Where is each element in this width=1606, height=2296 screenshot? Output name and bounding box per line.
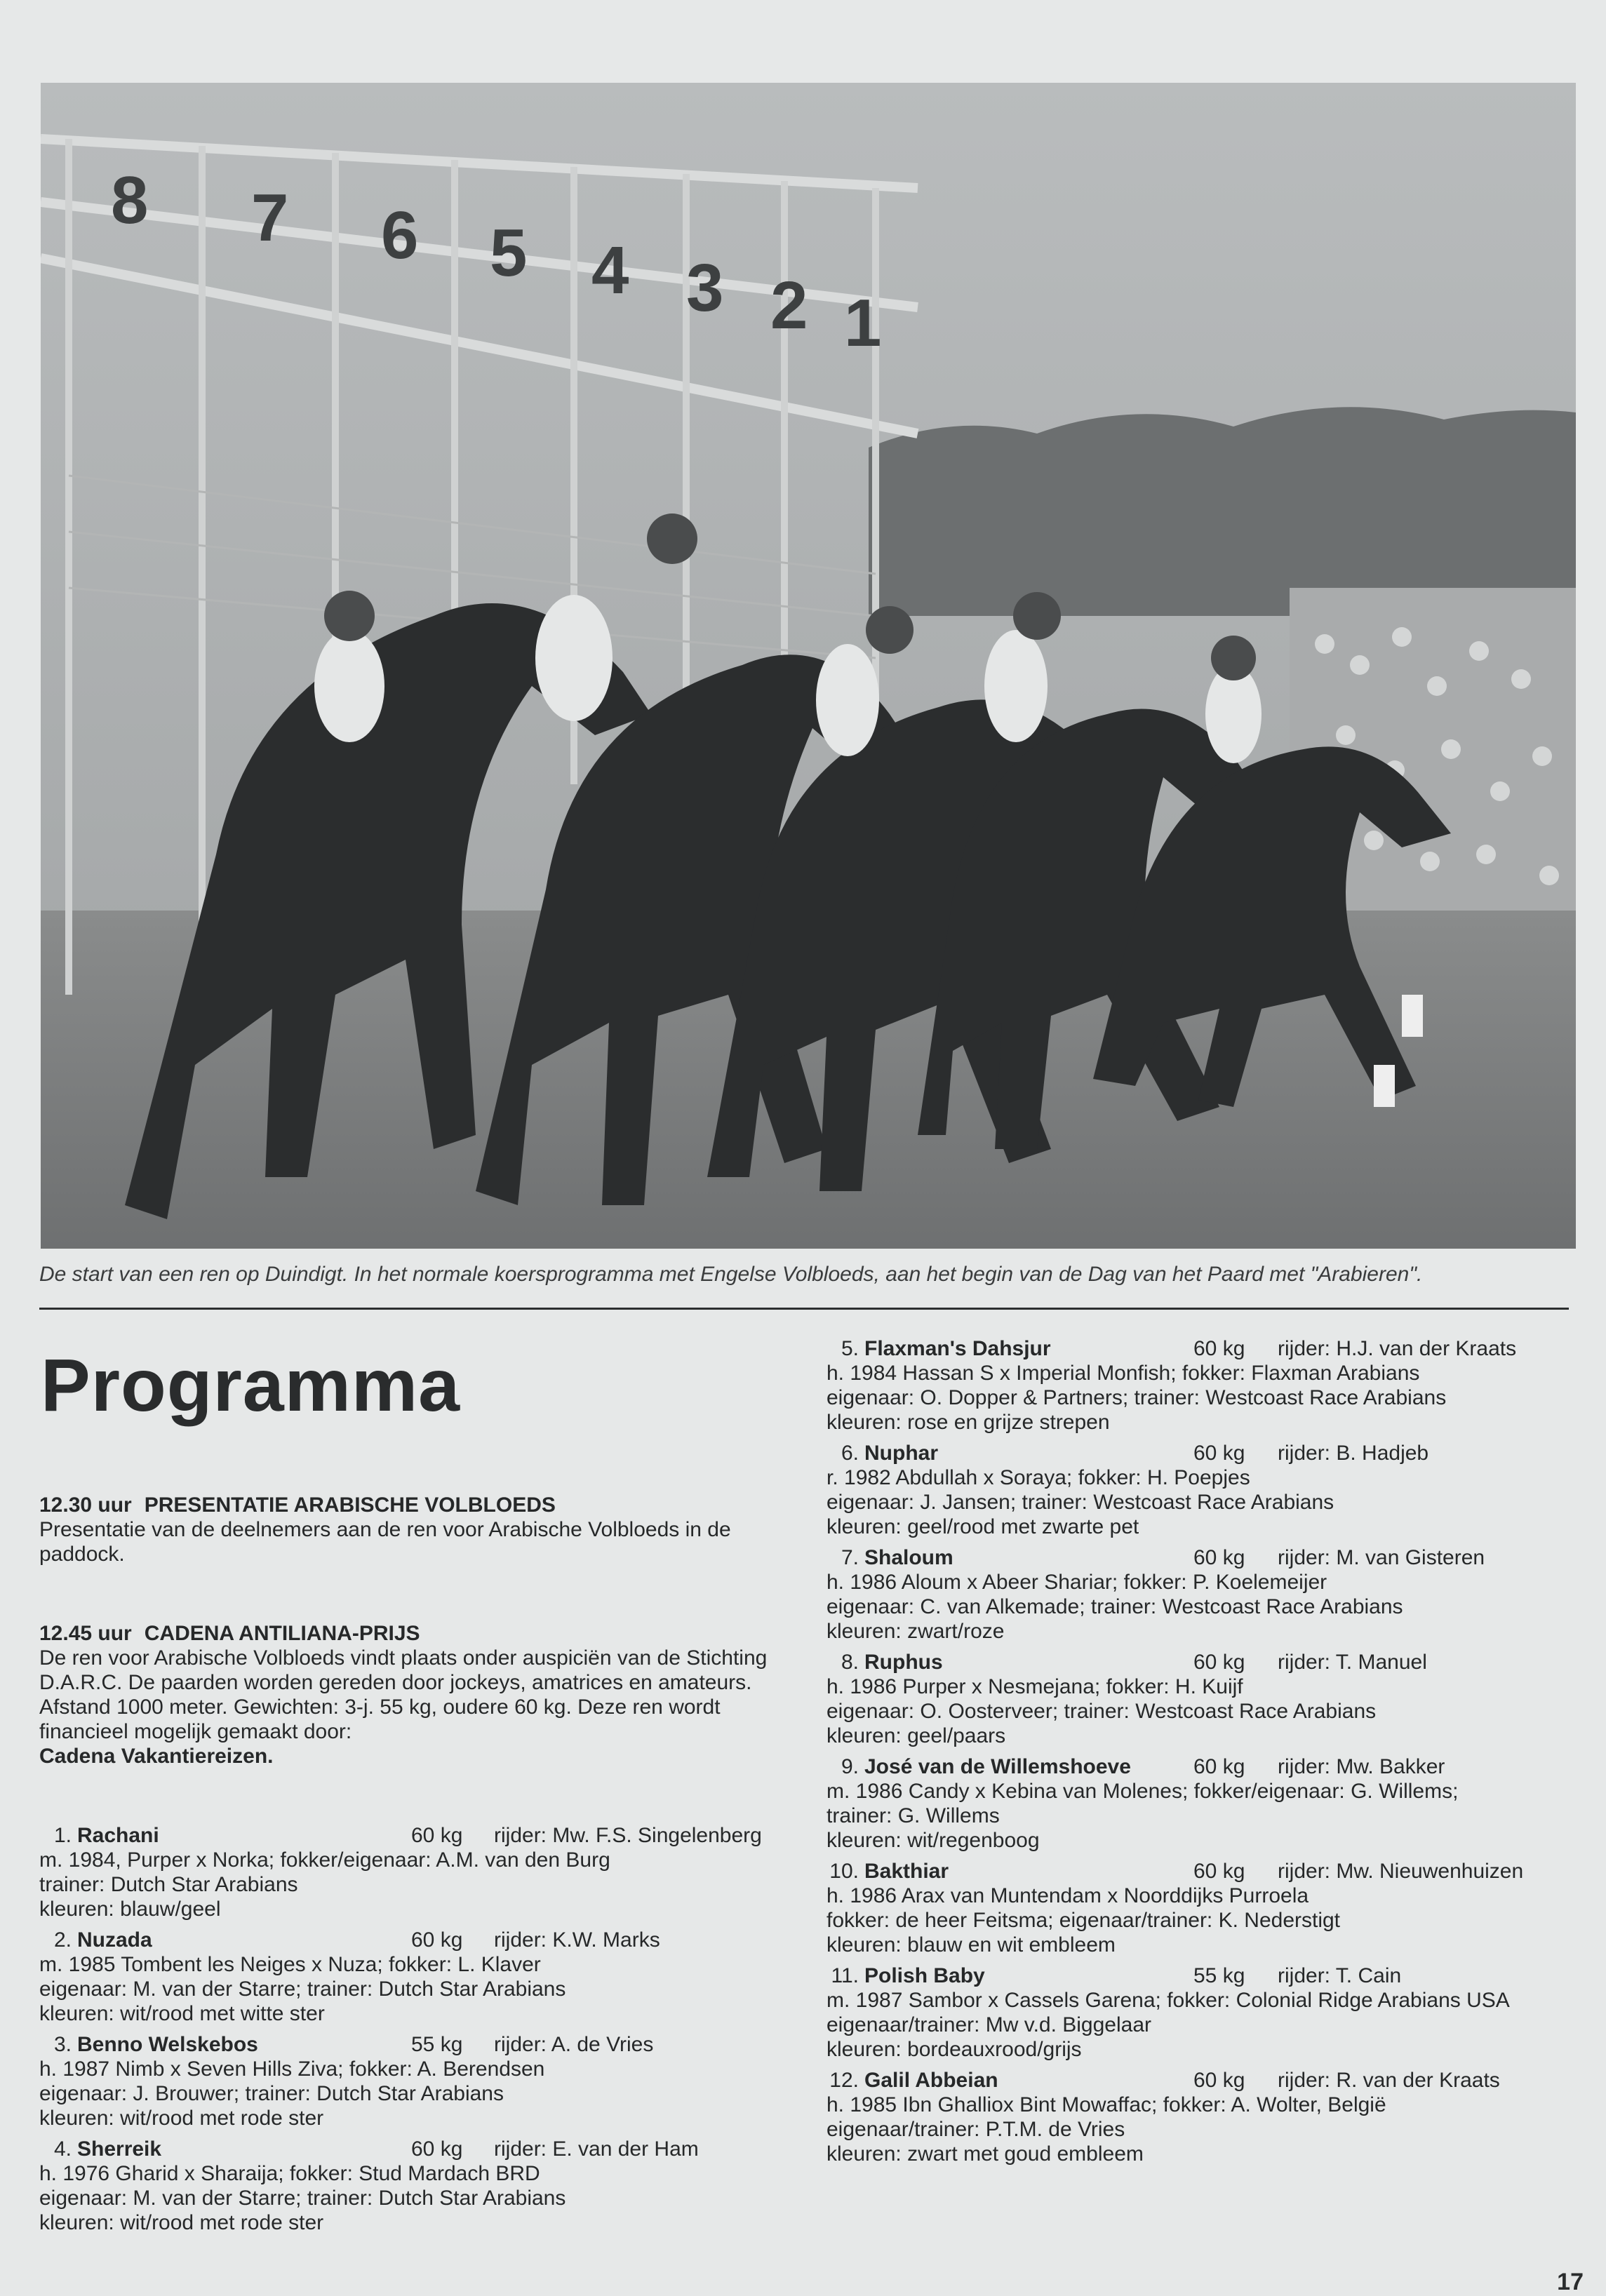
entry-horse-name: Galil Abbeian	[864, 2069, 998, 2092]
svg-text:4: 4	[591, 233, 629, 308]
right-column	[827, 1336, 1584, 2173]
entry-weight: 60 kg	[1193, 1651, 1245, 1674]
entry-detail-line: m. 1984, Purper x Norka; fokker/eigenaar: A.M. van den Burg	[39, 1848, 610, 1872]
entry-detail-line: m. 1987 Sambor x Cassels Garena; fokker: Colonial Ridge Arabians USA	[827, 1989, 1510, 2012]
entry-detail-line: kleuren: wit/rood met rode ster	[39, 2107, 324, 2130]
entry-detail-line: kleuren: wit/rood met rode ster	[39, 2211, 324, 2234]
entry-rider: rijder: Mw. Nieuwenhuizen	[1278, 1860, 1524, 1883]
entry-detail-line: eigenaar: J. Jansen; trainer: Westcoast Race Arabians	[827, 1491, 1334, 1514]
entry-rider: rijder: A. de Vries	[494, 2033, 654, 2056]
entry-number: 6.	[841, 1442, 859, 1465]
entry-detail-line: kleuren: geel/paars	[827, 1724, 1006, 1747]
entries-list-right	[827, 1336, 1584, 2166]
entry-rider: rijder: T. Manuel	[1278, 1651, 1427, 1674]
svg-text:2: 2	[770, 268, 808, 343]
entry-rider: rijder: T. Cain	[1278, 1964, 1402, 1987]
entry-detail-line: kleuren: zwart met goud embleem	[827, 2142, 1144, 2166]
entry-item	[39, 2137, 804, 2235]
svg-text:5: 5	[490, 215, 528, 290]
entry-rider: rijder: M. van Gisteren	[1278, 1546, 1485, 1569]
entry-detail-line: m. 1986 Candy x Kebina van Molenes; fokker/eigenaar: G. Willems;	[827, 1780, 1459, 1803]
section-body: Presentatie van de deelnemers aan de ren voor Arabische Volbloeds in de paddock.	[39, 1518, 731, 1566]
entry-number: 4.	[53, 2137, 72, 2161]
entry-weight: 55 kg	[1193, 1964, 1245, 1987]
entry-horse-name: Sherreik	[77, 2137, 162, 2161]
svg-text:8: 8	[111, 163, 149, 238]
section-time: 12.45 uur	[39, 1622, 132, 1645]
section-heading	[39, 1621, 804, 1646]
race-start-photo	[41, 83, 1576, 1249]
entry-rider: rijder: B. Hadjeb	[1278, 1442, 1429, 1465]
entry-detail-line: eigenaar/trainer: P.T.M. de Vries	[827, 2118, 1125, 2141]
entry-detail-line: eigenaar: C. van Alkemade; trainer: Westcoast Race Arabians	[827, 1595, 1403, 1618]
section-cadena	[39, 1621, 804, 1768]
entry-detail-line: kleuren: blauw/geel	[39, 1898, 221, 1921]
entry-weight: 60 kg	[411, 1928, 463, 1952]
entry-header	[827, 1545, 1584, 1570]
entry-detail-line: h. 1987 Nimb x Seven Hills Ziva; fokker: A. Berendsen	[39, 2057, 545, 2081]
entry-header	[827, 1754, 1584, 1779]
entry-detail-line: kleuren: wit/regenboog	[827, 1829, 1040, 1852]
entry-detail-line: h. 1986 Aloum x Abeer Shariar; fokker: P. Koelemeijer	[827, 1571, 1327, 1594]
entry-detail-line: kleuren: wit/rood met witte ster	[39, 2002, 325, 2025]
entry-header	[827, 1650, 1584, 1674]
entry-item	[827, 1650, 1584, 1748]
entry-header	[39, 1928, 804, 1952]
entry-number: 10.	[829, 1860, 859, 1883]
photo-racehorses-start-icon	[41, 83, 1576, 1249]
entry-rider: rijder: Mw. Bakker	[1278, 1755, 1445, 1778]
sponsor-name: Cadena Vakantiereizen.	[39, 1745, 274, 1768]
svg-text:6: 6	[381, 198, 419, 273]
entry-detail-line: fokker: de heer Feitsma; eigenaar/trainer: K. Nederstigt	[827, 1909, 1341, 1932]
entry-detail-line: kleuren: bordeauxrood/grijs	[827, 2038, 1082, 2061]
entry-rider: rijder: Mw. F.S. Singelenberg	[494, 1824, 762, 1847]
entry-item	[827, 1545, 1584, 1644]
entry-detail-line: eigenaar: J. Brouwer; trainer: Dutch Star Arabians	[39, 2082, 504, 2105]
entry-detail-line: eigenaar: M. van der Starre; trainer: Dutch Star Arabians	[39, 2187, 566, 2210]
entry-horse-name: Nuzada	[77, 1928, 152, 1952]
entry-horse-name: Bakthiar	[864, 1860, 949, 1883]
entry-number: 5.	[841, 1337, 859, 1360]
entry-detail-line: kleuren: geel/rood met zwarte pet	[827, 1515, 1139, 1538]
entry-number: 11.	[831, 1964, 859, 1987]
entry-weight: 60 kg	[1193, 1755, 1245, 1778]
entry-weight: 60 kg	[1193, 1546, 1245, 1569]
entry-detail-line: kleuren: blauw en wit embleem	[827, 1933, 1116, 1956]
entry-weight: 55 kg	[411, 2033, 463, 2056]
section-heading	[39, 1493, 804, 1517]
svg-text:1: 1	[844, 286, 882, 361]
entry-header	[39, 2032, 804, 2057]
entry-header	[39, 2137, 804, 2161]
entry-item	[39, 2032, 804, 2130]
entry-header	[827, 1859, 1584, 1884]
entry-item	[39, 1823, 804, 1921]
entry-detail-line: h. 1986 Arax van Muntendam x Noorddijks Purroela	[827, 1884, 1309, 1907]
entry-header	[39, 1823, 804, 1848]
section-title: CADENA ANTILIANA-PRIJS	[144, 1622, 420, 1645]
entry-detail-line: trainer: G. Willems	[827, 1804, 1000, 1827]
entries-list-left	[39, 1823, 804, 2235]
entry-header	[827, 1963, 1584, 1988]
photo-caption: De start van een ren op Duindigt. In het normale koersprogramma met Engelse Volbloeds, aan het begin van de Dag van het Paard met "Arabieren".	[39, 1263, 1423, 1286]
left-column	[39, 1493, 804, 2241]
entry-item	[827, 2068, 1584, 2166]
entry-horse-name: Polish Baby	[864, 1964, 985, 1987]
entry-rider: rijder: E. van der Ham	[494, 2137, 699, 2161]
entry-number: 9.	[841, 1755, 859, 1778]
section-time: 12.30 uur	[39, 1493, 132, 1517]
entry-header	[827, 1441, 1584, 1465]
entry-weight: 60 kg	[1193, 1860, 1245, 1883]
entry-weight: 60 kg	[1193, 2069, 1245, 2092]
entry-horse-name: José van de Willemshoeve	[864, 1755, 1131, 1778]
section-presentatie	[39, 1493, 804, 1566]
entry-header	[827, 2068, 1584, 2093]
entry-item	[39, 1928, 804, 2026]
svg-text:7: 7	[251, 180, 289, 255]
page-number: 17	[1557, 2269, 1584, 2295]
entry-detail-line: kleuren: zwart/roze	[827, 1620, 1005, 1643]
section-body: De ren voor Arabische Volbloeds vindt plaats onder auspiciën van de Stichting D.A.R.C. De paarden worden gereden door jockeys, amatrices en amateurs. Afstand 1000 meter. Gewichten: 3-j. 55 kg, oudere 60 kg. Deze ren wordt financieel mogelijk gemaakt door:	[39, 1646, 768, 1743]
entry-weight: 60 kg	[411, 1824, 463, 1847]
entry-horse-name: Flaxman's Dahsjur	[864, 1337, 1051, 1360]
entry-detail-line: eigenaar: O. Dopper & Partners; trainer: Westcoast Race Arabians	[827, 1386, 1447, 1409]
divider-rule	[39, 1308, 1569, 1310]
entry-number: 12.	[829, 2069, 859, 2092]
entry-rider: rijder: H.J. van der Kraats	[1278, 1337, 1517, 1360]
entry-detail-line: trainer: Dutch Star Arabians	[39, 1873, 298, 1896]
entry-weight: 60 kg	[1193, 1442, 1245, 1465]
entry-detail-line: kleuren: rose en grijze strepen	[827, 1411, 1110, 1434]
entry-rider: rijder: R. van der Kraats	[1278, 2069, 1500, 2092]
entry-header	[827, 1336, 1584, 1361]
entry-item	[827, 1859, 1584, 1957]
entry-horse-name: Ruphus	[864, 1651, 943, 1674]
svg-text:3: 3	[686, 250, 724, 325]
entry-weight: 60 kg	[411, 2137, 463, 2161]
entry-horse-name: Rachani	[77, 1824, 159, 1847]
entry-horse-name: Shaloum	[864, 1546, 953, 1569]
entry-detail-line: r. 1982 Abdullah x Soraya; fokker: H. Poepjes	[827, 1466, 1250, 1489]
entry-item	[827, 1963, 1584, 2062]
entry-detail-line: eigenaar: M. van der Starre; trainer: Dutch Star Arabians	[39, 1978, 566, 2001]
entry-number: 7.	[841, 1546, 859, 1569]
entry-horse-name: Nuphar	[864, 1442, 938, 1465]
entry-number: 2.	[53, 1928, 72, 1952]
entry-detail-line: h. 1985 Ibn Ghalliox Bint Mowaffac; fokker: A. Wolter, België	[827, 2093, 1386, 2116]
entry-detail-line: eigenaar: O. Oosterveer; trainer: Westcoast Race Arabians	[827, 1700, 1377, 1723]
entry-horse-name: Benno Welskebos	[77, 2033, 258, 2056]
entry-detail-line: h. 1976 Gharid x Sharaija; fokker: Stud Mardach BRD	[39, 2162, 540, 2185]
entry-item	[827, 1754, 1584, 1853]
entry-detail-line: h. 1984 Hassan S x Imperial Monfish; fokker: Flaxman Arabians	[827, 1362, 1420, 1385]
section-title: PRESENTATIE ARABISCHE VOLBLOEDS	[144, 1493, 556, 1517]
entry-item	[827, 1441, 1584, 1539]
entry-detail-line: m. 1985 Tombent les Neiges x Nuza; fokker: L. Klaver	[39, 1953, 541, 1976]
entry-detail-line: eigenaar/trainer: Mw v.d. Biggelaar	[827, 2013, 1152, 2036]
page-title: Programma	[41, 1344, 461, 1427]
entry-weight: 60 kg	[1193, 1337, 1245, 1360]
entry-number: 1.	[53, 1824, 72, 1847]
entry-number: 8.	[841, 1651, 859, 1674]
entry-item	[827, 1336, 1584, 1435]
entry-detail-line: h. 1986 Purper x Nesmejana; fokker: H. Kuijf	[827, 1675, 1243, 1698]
entry-rider: rijder: K.W. Marks	[494, 1928, 660, 1952]
entry-number: 3.	[53, 2033, 72, 2056]
